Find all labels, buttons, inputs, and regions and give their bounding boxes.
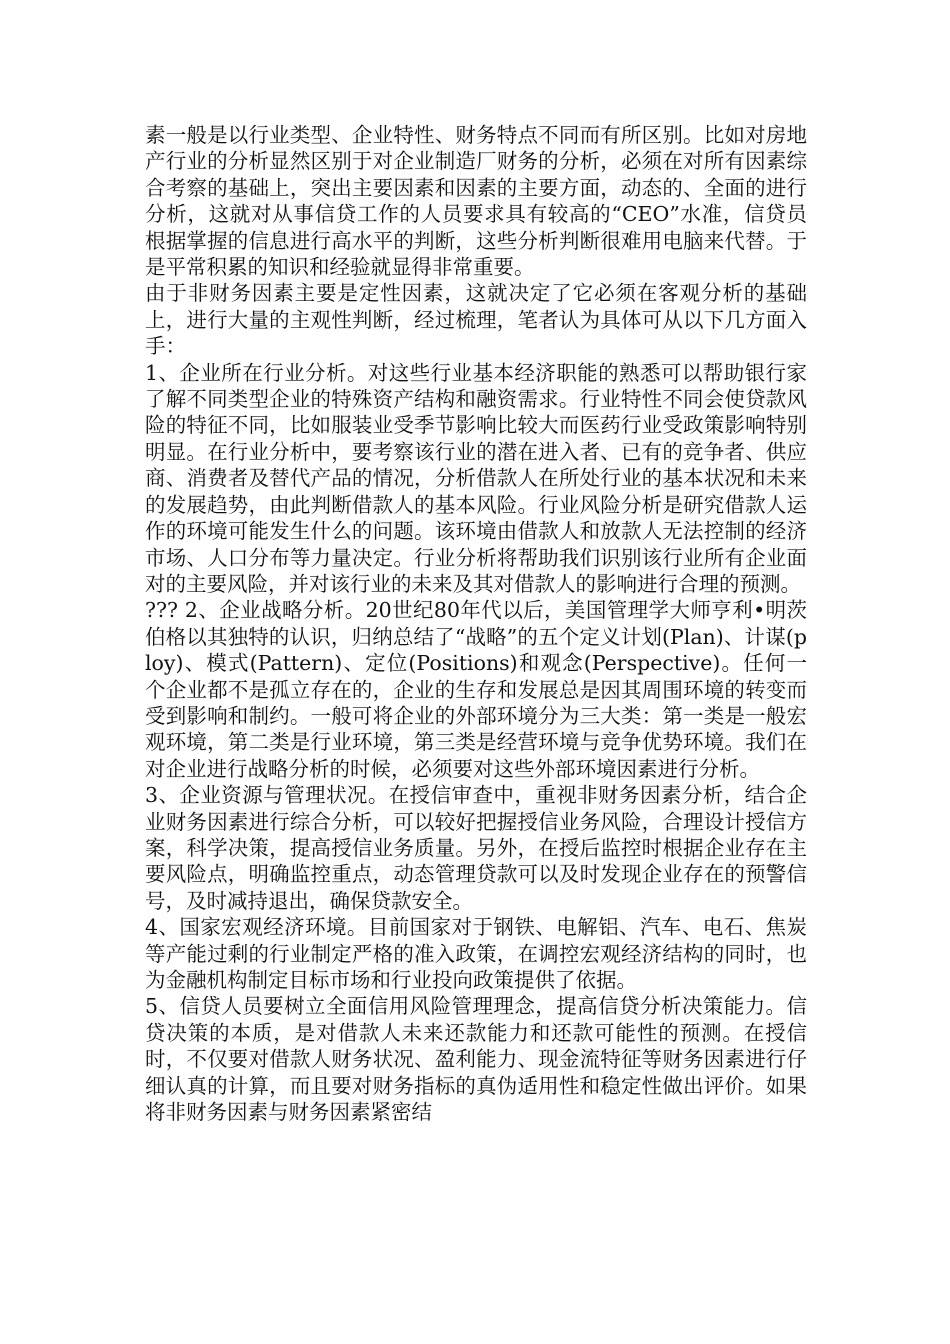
paragraph-macro-environment: 4、国家宏观经济环境。目前国家对于钢铁、电解铝、汽车、电石、焦炭等产能过剩的行业制定严格的准入政策，在调控宏观经济结构的同时，也为金融机构制定目标市场和行业投向政策提供了依据。 — [145, 915, 807, 992]
paragraph-intro-continuation: 素一般是以行业类型、企业特性、财务特点不同而有所区别。比如对房地产行业的分析显然区别于对企业制造厂财务的分析，必须在对所有因素综合考察的基础上，突出主要因素和因素的主要方面，动态的、全面的进行分析，这就对从事信贷工作的人员要求具有较高的“CEO”水准，信贷员根据掌握的信息进行高水平的判断，这些分析判断很难用电脑来代替。于是平常积累的知识和经验就显得非常重要。 — [145, 123, 807, 280]
paragraph-industry-analysis: 1、企业所在行业分析。对这些行业基本经济职能的熟悉可以帮助银行家了解不同类型企业的特殊资产结构和融资需求。行业特性不同会使贷款风险的特征不同，比如服装业受季节影响比较大而医药行业受政策影响特别明显。在行业分析中，要考察该行业的潜在进入者、已有的竞争者、供应商、消费者及替代产品的情况，分析借款人在所处行业的基本状况和未来的发展趋势，由此判断借款人的基本风险。行业风险分析是研究借款人运作的环境可能发生什么的问题。该环境由借款人和放款人无法控制的经济市场、人口分布等力量决定。行业分析将帮助我们识别该行业所有企业面对的主要风险，并对该行业的未来及其对借款人的影响进行合理的预测。 — [145, 360, 807, 596]
paragraph-strategy-analysis: ??? 2、企业战略分析。20世纪80年代以后，美国管理学大师亨利•明茨伯格以其独特的认识，归纳总结了“战略”的五个定义计划(Plan)、计谋(ploy)、模式(Pattern)、定位(Positions)和观念(Perspective)。任何一个企业都不是孤立存在的，企业的生存和发展总是因其周围环境的转变而受到影响和制约。一般可将企业的外部环境分为三大类：第一类是一般宏观环境，第二类是行业环境，第三类是经营环境与竞争优势环境。我们在对企业进行战略分析的时候，必须要对这些外部环境因素进行分析。 — [145, 598, 807, 781]
document-page — [145, 122, 807, 1125]
paragraph-resources-management: 3、企业资源与管理状况。在授信审查中，重视非财务因素分析，结合企业财务因素进行综合分析，可以较好把握授信业务风险，合理设计授信方案，科学决策，提高授信业务质量。另外，在授后监控时根据企业存在主要风险点，明确监控重点，动态管理贷款可以及时发现企业存在的预警信号，及时减持退出，确保贷款安全。 — [145, 783, 807, 913]
paragraph-credit-risk-concept: 5、信贷人员要树立全面信用风险管理理念，提高信贷分析决策能力。信贷决策的本质，是对借款人未来还款能力和还款可能性的预测。在授信时，不仅要对借款人财务状况、盈利能力、现金流特征等财务因素进行仔细认真的计算，而且要对财务指标的真伪适用性和稳定性做出评价。如果将非财务因素与财务因素紧密结 — [145, 994, 807, 1125]
paragraph-nonfinancial-approach: 由于非财务因素主要是定性因素，这就决定了它必须在客观分析的基础上，进行大量的主观性判断，经过梳理，笔者认为具体可从以下几方面入手： — [145, 281, 807, 359]
